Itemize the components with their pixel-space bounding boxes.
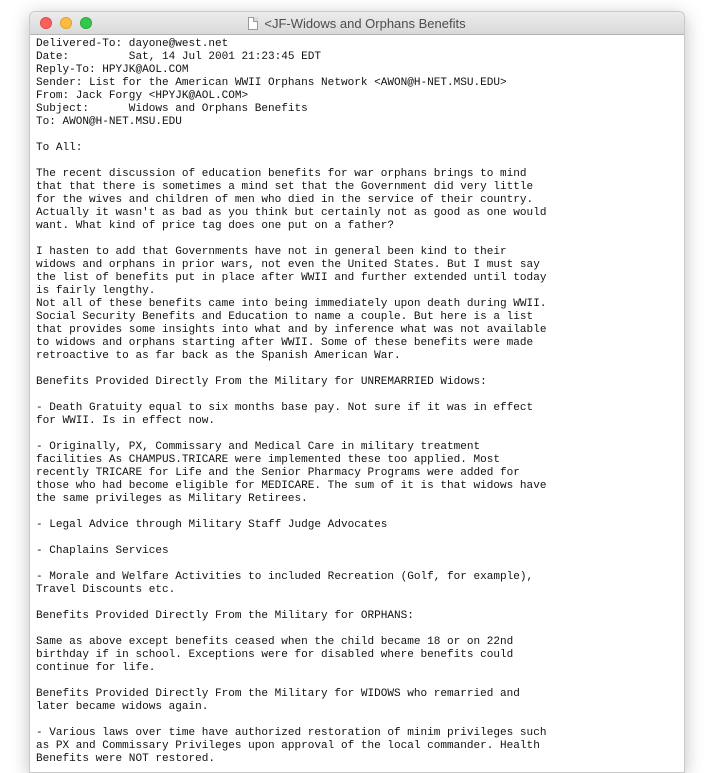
text-line: I hasten to add that Governments have not in general been kind to their (36, 246, 507, 258)
text-line: is fairly lengthy. (36, 285, 156, 297)
text-line: that provides some insights into what and by inference what was not available (36, 324, 547, 336)
document-icon (248, 17, 258, 30)
text-line: the list of benefits put in place after WWII and further extended until today (36, 272, 547, 284)
text-line: Reply-To: HPYJK@AOL.COM (36, 64, 189, 76)
text-line: widows and orphans in prior wars, not even the United States. But I must say (36, 259, 540, 271)
text-line: retroactive to as far back as the Spanish American War. (36, 350, 401, 362)
text-line: Actually it wasn't as bad as you think but certainly not as good as one would (36, 207, 547, 219)
window-title: <JF-Widows and Orphans Benefits (264, 15, 466, 31)
text-line: for the wives and children of men who died in the service of their country. (36, 194, 534, 206)
text-line: - Death Gratuity equal to six months base pay. Not sure if it was in effect (36, 402, 534, 414)
text-line (36, 389, 684, 402)
text-line: want. What kind of price tag does one put on a father? (36, 220, 394, 232)
window-title-group (30, 12, 684, 34)
text-line: the same privileges as Military Retirees. (36, 493, 308, 505)
text-line (36, 597, 684, 610)
text-line: Sender: List for the American WWII Orphans Network <AWON@H-NET.MSU.EDU> (36, 77, 507, 89)
text-line: as PX and Commissary Privileges upon approval of the local commander. Health (36, 740, 540, 752)
text-line (36, 428, 684, 441)
text-line: Benefits were NOT restored. (36, 753, 215, 765)
text-line: Subject: Widows and Orphans Benefits (36, 103, 308, 115)
text-line: Benefits Provided Directly From the Military for UNREMARRIED Widows: (36, 376, 487, 388)
title-bar[interactable] (30, 12, 684, 35)
text-line: To: AWON@H-NET.MSU.EDU (36, 116, 182, 128)
text-line: Benefits Provided Directly From the Military for ORPHANS: (36, 610, 414, 622)
text-line: Delivered-To: dayone@west.net (36, 38, 229, 50)
text-line: - Morale and Welfare Activities to included Recreation (Golf, for example), (36, 571, 534, 583)
text-line: - Originally, PX, Commissary and Medical Care in military treatment (36, 441, 481, 453)
text-line: From: Jack Forgy <HPYJK@AOL.COM> (36, 90, 249, 102)
text-line (36, 363, 684, 376)
text-line (36, 155, 684, 168)
text-line: Benefits Provided Directly From the Military for WIDOWS who remarried and (36, 688, 520, 700)
text-line: Same as above except benefits ceased when the child became 18 or on 22nd (36, 636, 514, 648)
text-line: for WWII. Is in effect now. (36, 415, 215, 427)
text-line (36, 506, 684, 519)
text-line: those who had become eligible for MEDICARE. The sum of it is that widows have (36, 480, 547, 492)
text-line: Not all of these benefits came into being immediately upon death during WWII. (36, 298, 547, 310)
text-line: - Legal Advice through Military Staff Judge Advocates (36, 519, 388, 531)
text-line (36, 129, 684, 142)
text-line: Social Security Benefits and Education to name a couple. But here is a list (36, 311, 534, 323)
email-text (36, 38, 684, 766)
text-line: facilities As CHAMPUS.TRICARE were implemented these too applied. Most (36, 454, 501, 466)
text-line: Travel Discounts etc. (36, 584, 176, 596)
text-line: - Chaplains Services (36, 545, 169, 557)
text-line (36, 623, 684, 636)
text-line: later became widows again. (36, 701, 209, 713)
text-line (36, 558, 684, 571)
text-line: that that there is sometimes a mind set that the Government did very little (36, 181, 534, 193)
text-line: continue for life. (36, 662, 156, 674)
text-line: recently TRICARE for Life and the Senior Pharmacy Programs were added for (36, 467, 520, 479)
text-line: The recent discussion of education benefits for war orphans brings to mind (36, 168, 527, 180)
text-line (36, 233, 684, 246)
text-line: To All: (36, 142, 83, 154)
text-line (36, 675, 684, 688)
text-line: - Various laws over time have authorized restoration of minim privileges such (36, 727, 547, 739)
text-line (36, 714, 684, 727)
text-line: Date: Sat, 14 Jul 2001 21:23:45 EDT (36, 51, 322, 63)
document-text-area[interactable] (30, 35, 684, 766)
text-line (36, 532, 684, 545)
text-editor-window (29, 11, 685, 773)
text-line: birthday if in school. Exceptions were for disabled where benefits could (36, 649, 514, 661)
text-line: to widows and orphans starting after WWII. Some of these benefits were made (36, 337, 534, 349)
